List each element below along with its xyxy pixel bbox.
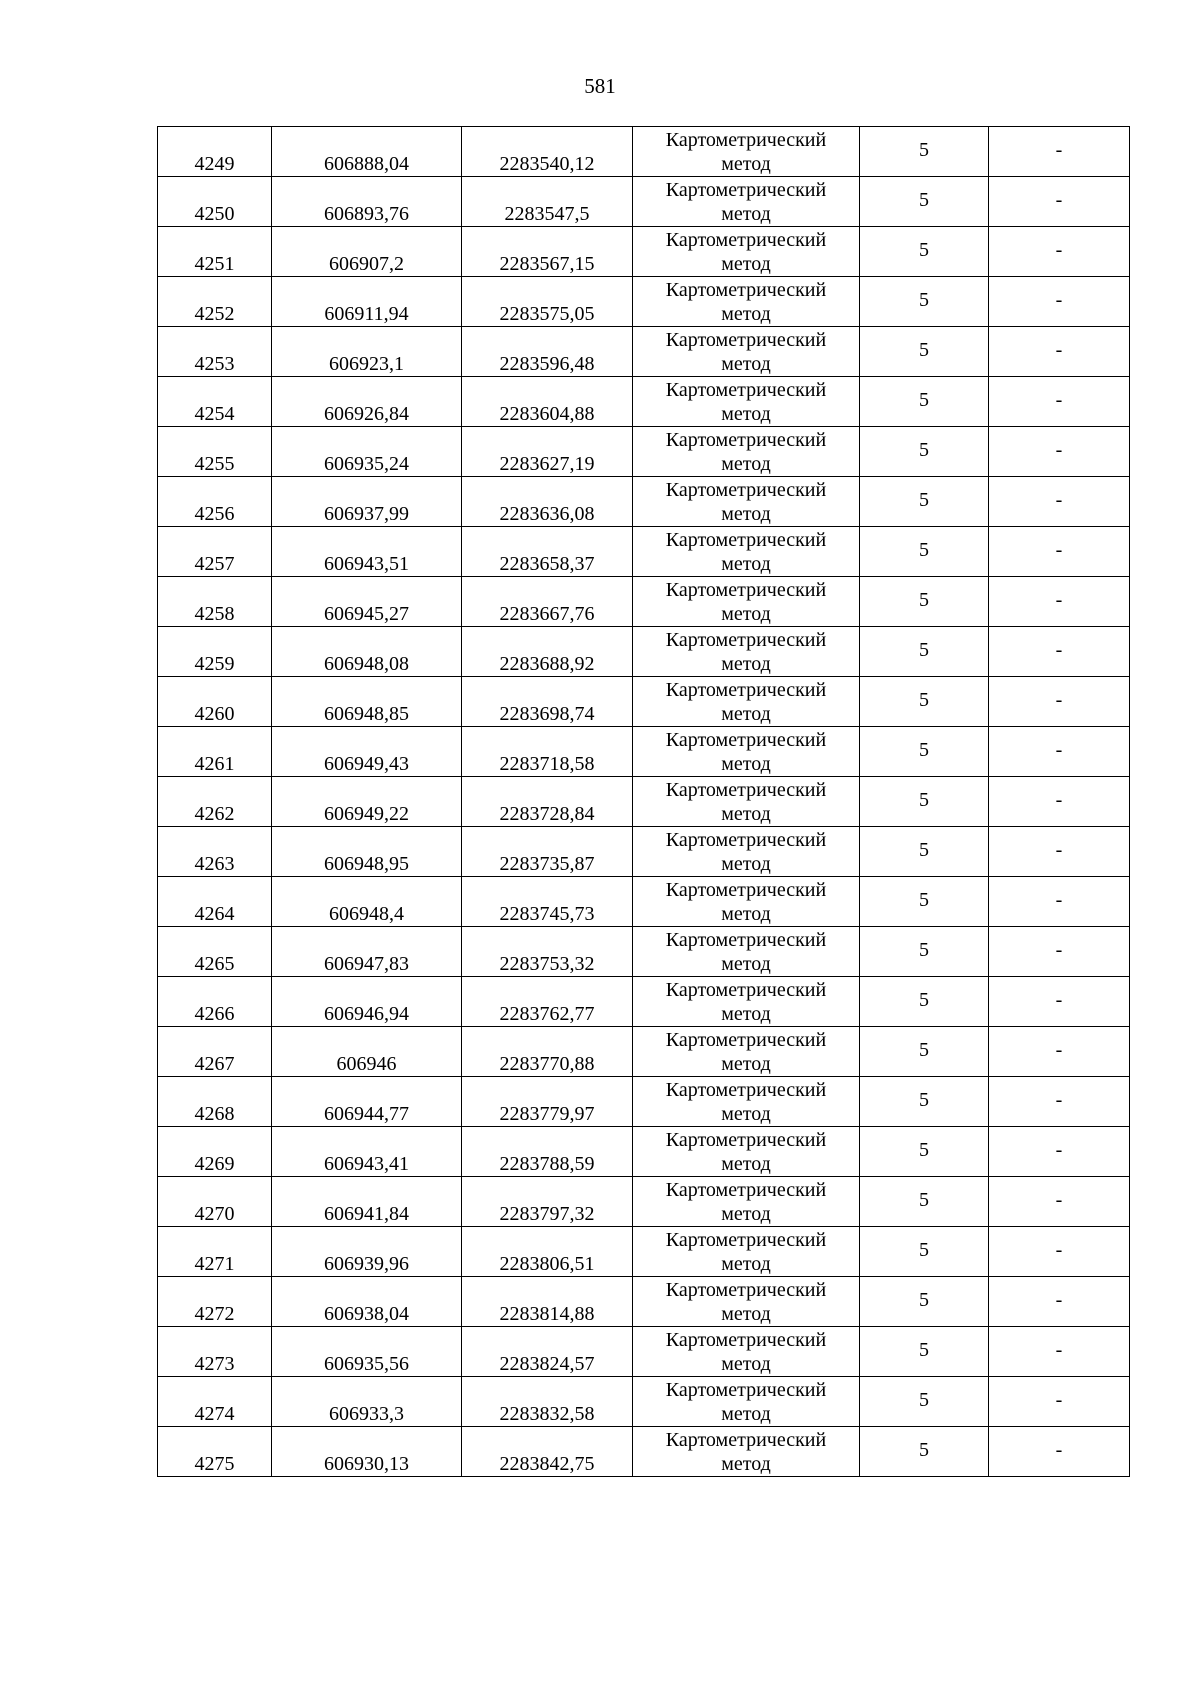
accuracy-cell: 5 <box>860 177 989 227</box>
point-number-cell: 4251 <box>158 227 272 277</box>
method-cell <box>633 327 860 377</box>
note-cell: - <box>989 427 1130 477</box>
note-cell: - <box>989 527 1130 577</box>
method-line-1: Картометрический <box>665 578 827 601</box>
point-number-cell: 4269 <box>158 1127 272 1177</box>
table-row <box>158 327 1130 377</box>
method-line-2: метод <box>721 902 771 925</box>
table-row <box>158 477 1130 527</box>
y-coordinate-cell: 2283728,84 <box>462 777 633 827</box>
method-cell <box>633 377 860 427</box>
y-coordinate-cell: 2283636,08 <box>462 477 633 527</box>
y-coordinate-cell: 2283698,74 <box>462 677 633 727</box>
method-cell <box>633 877 860 927</box>
x-coordinate-cell: 606941,84 <box>272 1177 462 1227</box>
point-number-cell: 4263 <box>158 827 272 877</box>
method-cell <box>633 577 860 627</box>
y-coordinate-cell: 2283779,97 <box>462 1077 633 1127</box>
method-line-1: Картометрический <box>665 528 827 551</box>
y-coordinate-cell: 2283762,77 <box>462 977 633 1027</box>
point-number-cell: 4259 <box>158 627 272 677</box>
method-line-2: метод <box>721 1152 771 1175</box>
accuracy-cell: 5 <box>860 777 989 827</box>
table-row <box>158 627 1130 677</box>
note-cell: - <box>989 927 1130 977</box>
x-coordinate-cell: 606935,24 <box>272 427 462 477</box>
method-cell <box>633 1427 860 1477</box>
x-coordinate-cell: 606938,04 <box>272 1277 462 1327</box>
point-number-cell: 4265 <box>158 927 272 977</box>
point-number-cell: 4261 <box>158 727 272 777</box>
note-cell: - <box>989 877 1130 927</box>
y-coordinate-cell: 2283688,92 <box>462 627 633 677</box>
table-row <box>158 877 1130 927</box>
method-line-2: метод <box>721 1252 771 1275</box>
note-cell: - <box>989 1127 1130 1177</box>
note-cell: - <box>989 377 1130 427</box>
method-line-1: Картометрический <box>665 1228 827 1251</box>
point-number-cell: 4250 <box>158 177 272 227</box>
x-coordinate-cell: 606948,95 <box>272 827 462 877</box>
accuracy-cell: 5 <box>860 327 989 377</box>
method-line-2: метод <box>721 1052 771 1075</box>
point-number-cell: 4252 <box>158 277 272 327</box>
accuracy-cell: 5 <box>860 1177 989 1227</box>
point-number-cell: 4257 <box>158 527 272 577</box>
method-line-1: Картометрический <box>665 378 827 401</box>
method-line-2: метод <box>721 1302 771 1325</box>
accuracy-cell: 5 <box>860 477 989 527</box>
point-number-cell: 4275 <box>158 1427 272 1477</box>
method-line-1: Картометрический <box>665 1078 827 1101</box>
note-cell: - <box>989 477 1130 527</box>
note-cell: - <box>989 1377 1130 1427</box>
method-line-1: Картометрический <box>665 278 827 301</box>
y-coordinate-cell: 2283745,73 <box>462 877 633 927</box>
method-line-2: метод <box>721 1402 771 1425</box>
accuracy-cell: 5 <box>860 1377 989 1427</box>
method-line-2: метод <box>721 252 771 275</box>
method-line-2: метод <box>721 1202 771 1225</box>
table-body <box>158 127 1130 1477</box>
y-coordinate-cell: 2283540,12 <box>462 127 633 177</box>
accuracy-cell: 5 <box>860 1077 989 1127</box>
point-number-cell: 4272 <box>158 1277 272 1327</box>
table-row <box>158 377 1130 427</box>
point-number-cell: 4271 <box>158 1227 272 1277</box>
table-row <box>158 1427 1130 1477</box>
x-coordinate-cell: 606949,22 <box>272 777 462 827</box>
method-line-1: Картометрический <box>665 628 827 651</box>
method-line-2: метод <box>721 502 771 525</box>
accuracy-cell: 5 <box>860 677 989 727</box>
accuracy-cell: 5 <box>860 977 989 1027</box>
table-row <box>158 927 1130 977</box>
point-number-cell: 4273 <box>158 1327 272 1377</box>
note-cell: - <box>989 1077 1130 1127</box>
table-row <box>158 677 1130 727</box>
method-line-1: Картометрический <box>665 828 827 851</box>
method-line-2: метод <box>721 702 771 725</box>
x-coordinate-cell: 606933,3 <box>272 1377 462 1427</box>
method-line-1: Картометрический <box>665 928 827 951</box>
method-line-1: Картометрический <box>665 678 827 701</box>
accuracy-cell: 5 <box>860 127 989 177</box>
method-line-2: метод <box>721 952 771 975</box>
y-coordinate-cell: 2283718,58 <box>462 727 633 777</box>
method-line-1: Картометрический <box>665 978 827 1001</box>
table-row <box>158 177 1130 227</box>
method-cell <box>633 1227 860 1277</box>
method-line-1: Картометрический <box>665 1178 827 1201</box>
method-cell <box>633 177 860 227</box>
method-cell <box>633 1077 860 1127</box>
method-line-2: метод <box>721 402 771 425</box>
accuracy-cell: 5 <box>860 1427 989 1477</box>
y-coordinate-cell: 2283627,19 <box>462 427 633 477</box>
x-coordinate-cell: 606926,84 <box>272 377 462 427</box>
accuracy-cell: 5 <box>860 1227 989 1277</box>
point-number-cell: 4267 <box>158 1027 272 1077</box>
table-row <box>158 127 1130 177</box>
method-cell <box>633 277 860 327</box>
method-cell <box>633 977 860 1027</box>
y-coordinate-cell: 2283604,88 <box>462 377 633 427</box>
y-coordinate-cell: 2283735,87 <box>462 827 633 877</box>
table-row <box>158 427 1130 477</box>
method-cell <box>633 677 860 727</box>
y-coordinate-cell: 2283567,15 <box>462 227 633 277</box>
x-coordinate-cell: 606948,08 <box>272 627 462 677</box>
x-coordinate-cell: 606911,94 <box>272 277 462 327</box>
accuracy-cell: 5 <box>860 1327 989 1377</box>
y-coordinate-cell: 2283770,88 <box>462 1027 633 1077</box>
note-cell: - <box>989 677 1130 727</box>
table-row <box>158 1027 1130 1077</box>
coordinates-table <box>157 126 1130 1477</box>
x-coordinate-cell: 606946 <box>272 1027 462 1077</box>
method-line-1: Картометрический <box>665 1428 827 1451</box>
method-cell <box>633 627 860 677</box>
method-line-2: метод <box>721 352 771 375</box>
method-line-2: метод <box>721 1352 771 1375</box>
table-row <box>158 1227 1130 1277</box>
table-row <box>158 1327 1130 1377</box>
x-coordinate-cell: 606947,83 <box>272 927 462 977</box>
note-cell: - <box>989 277 1130 327</box>
accuracy-cell: 5 <box>860 927 989 977</box>
table-row <box>158 227 1130 277</box>
accuracy-cell: 5 <box>860 227 989 277</box>
method-line-2: метод <box>721 152 771 175</box>
method-line-2: метод <box>721 1102 771 1125</box>
method-line-2: метод <box>721 852 771 875</box>
method-cell <box>633 777 860 827</box>
x-coordinate-cell: 606948,85 <box>272 677 462 727</box>
table-row <box>158 577 1130 627</box>
note-cell: - <box>989 1027 1130 1077</box>
table-row <box>158 727 1130 777</box>
x-coordinate-cell: 606893,76 <box>272 177 462 227</box>
point-number-cell: 4266 <box>158 977 272 1027</box>
method-line-1: Картометрический <box>665 728 827 751</box>
table-row <box>158 1077 1130 1127</box>
accuracy-cell: 5 <box>860 1027 989 1077</box>
x-coordinate-cell: 606943,41 <box>272 1127 462 1177</box>
note-cell: - <box>989 727 1130 777</box>
accuracy-cell: 5 <box>860 1277 989 1327</box>
method-cell <box>633 427 860 477</box>
accuracy-cell: 5 <box>860 727 989 777</box>
table-row <box>158 1127 1130 1177</box>
point-number-cell: 4254 <box>158 377 272 427</box>
table-row <box>158 1277 1130 1327</box>
method-line-2: метод <box>721 602 771 625</box>
y-coordinate-cell: 2283842,75 <box>462 1427 633 1477</box>
method-line-2: метод <box>721 802 771 825</box>
point-number-cell: 4258 <box>158 577 272 627</box>
method-cell <box>633 527 860 577</box>
note-cell: - <box>989 1427 1130 1477</box>
note-cell: - <box>989 577 1130 627</box>
note-cell: - <box>989 227 1130 277</box>
method-line-1: Картометрический <box>665 428 827 451</box>
method-line-2: метод <box>721 1452 771 1475</box>
y-coordinate-cell: 2283814,88 <box>462 1277 633 1327</box>
note-cell: - <box>989 827 1130 877</box>
method-line-1: Картометрический <box>665 328 827 351</box>
note-cell: - <box>989 977 1130 1027</box>
method-line-1: Картометрический <box>665 1028 827 1051</box>
accuracy-cell: 5 <box>860 627 989 677</box>
y-coordinate-cell: 2283824,57 <box>462 1327 633 1377</box>
x-coordinate-cell: 606945,27 <box>272 577 462 627</box>
point-number-cell: 4264 <box>158 877 272 927</box>
y-coordinate-cell: 2283753,32 <box>462 927 633 977</box>
accuracy-cell: 5 <box>860 377 989 427</box>
note-cell: - <box>989 627 1130 677</box>
method-line-2: метод <box>721 752 771 775</box>
method-line-2: метод <box>721 552 771 575</box>
method-line-2: метод <box>721 1002 771 1025</box>
method-cell <box>633 1327 860 1377</box>
method-line-1: Картометрический <box>665 1128 827 1151</box>
x-coordinate-cell: 606935,56 <box>272 1327 462 1377</box>
note-cell: - <box>989 177 1130 227</box>
x-coordinate-cell: 606923,1 <box>272 327 462 377</box>
note-cell: - <box>989 1177 1130 1227</box>
note-cell: - <box>989 1327 1130 1377</box>
x-coordinate-cell: 606930,13 <box>272 1427 462 1477</box>
point-number-cell: 4249 <box>158 127 272 177</box>
y-coordinate-cell: 2283806,51 <box>462 1227 633 1277</box>
x-coordinate-cell: 606939,96 <box>272 1227 462 1277</box>
table-row <box>158 977 1130 1027</box>
accuracy-cell: 5 <box>860 527 989 577</box>
method-line-1: Картометрический <box>665 178 827 201</box>
point-number-cell: 4255 <box>158 427 272 477</box>
method-cell <box>633 1177 860 1227</box>
accuracy-cell: 5 <box>860 877 989 927</box>
method-cell <box>633 1127 860 1177</box>
table-row <box>158 277 1130 327</box>
x-coordinate-cell: 606888,04 <box>272 127 462 177</box>
method-line-2: метод <box>721 202 771 225</box>
y-coordinate-cell: 2283658,37 <box>462 527 633 577</box>
method-line-1: Картометрический <box>665 478 827 501</box>
point-number-cell: 4270 <box>158 1177 272 1227</box>
y-coordinate-cell: 2283797,32 <box>462 1177 633 1227</box>
method-line-2: метод <box>721 302 771 325</box>
method-line-2: метод <box>721 452 771 475</box>
method-line-1: Картометрический <box>665 1278 827 1301</box>
note-cell: - <box>989 1277 1130 1327</box>
y-coordinate-cell: 2283788,59 <box>462 1127 633 1177</box>
table-row <box>158 527 1130 577</box>
y-coordinate-cell: 2283832,58 <box>462 1377 633 1427</box>
method-line-1: Картометрический <box>665 778 827 801</box>
accuracy-cell: 5 <box>860 1127 989 1177</box>
x-coordinate-cell: 606948,4 <box>272 877 462 927</box>
page-number: 581 <box>584 74 616 98</box>
x-coordinate-cell: 606946,94 <box>272 977 462 1027</box>
method-line-1: Картометрический <box>665 1328 827 1351</box>
y-coordinate-cell: 2283667,76 <box>462 577 633 627</box>
table-row <box>158 1177 1130 1227</box>
note-cell: - <box>989 127 1130 177</box>
x-coordinate-cell: 606937,99 <box>272 477 462 527</box>
accuracy-cell: 5 <box>860 827 989 877</box>
method-cell <box>633 227 860 277</box>
note-cell: - <box>989 1227 1130 1277</box>
table-row <box>158 827 1130 877</box>
note-cell: - <box>989 327 1130 377</box>
point-number-cell: 4268 <box>158 1077 272 1127</box>
y-coordinate-cell: 2283575,05 <box>462 277 633 327</box>
method-cell <box>633 477 860 527</box>
method-cell <box>633 127 860 177</box>
point-number-cell: 4260 <box>158 677 272 727</box>
accuracy-cell: 5 <box>860 277 989 327</box>
x-coordinate-cell: 606949,43 <box>272 727 462 777</box>
y-coordinate-cell: 2283547,5 <box>462 177 633 227</box>
method-cell <box>633 1377 860 1427</box>
x-coordinate-cell: 606943,51 <box>272 527 462 577</box>
method-line-1: Картометрический <box>665 128 827 151</box>
x-coordinate-cell: 606907,2 <box>272 227 462 277</box>
note-cell: - <box>989 777 1130 827</box>
method-cell <box>633 1277 860 1327</box>
method-cell <box>633 1027 860 1077</box>
accuracy-cell: 5 <box>860 427 989 477</box>
method-line-1: Картометрический <box>665 228 827 251</box>
accuracy-cell: 5 <box>860 577 989 627</box>
method-line-2: метод <box>721 652 771 675</box>
method-cell <box>633 727 860 777</box>
table-row <box>158 777 1130 827</box>
method-line-1: Картометрический <box>665 1378 827 1401</box>
table-row <box>158 1377 1130 1427</box>
method-cell <box>633 927 860 977</box>
method-line-1: Картометрический <box>665 878 827 901</box>
method-cell <box>633 827 860 877</box>
x-coordinate-cell: 606944,77 <box>272 1077 462 1127</box>
y-coordinate-cell: 2283596,48 <box>462 327 633 377</box>
point-number-cell: 4262 <box>158 777 272 827</box>
point-number-cell: 4253 <box>158 327 272 377</box>
point-number-cell: 4274 <box>158 1377 272 1427</box>
point-number-cell: 4256 <box>158 477 272 527</box>
